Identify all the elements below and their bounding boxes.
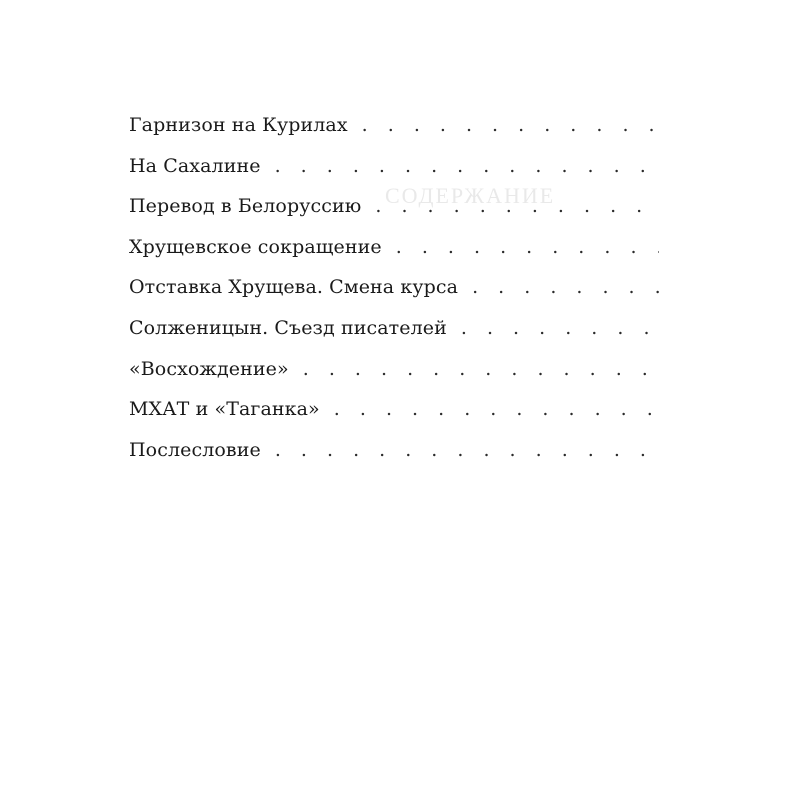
toc-entry-title: Отставка Хрущева. Смена курса — [129, 276, 459, 299]
toc-dot-leader — [275, 155, 659, 177]
toc-entry — [129, 358, 659, 399]
toc-entry — [129, 398, 659, 439]
toc-entry — [129, 114, 659, 155]
toc-entry — [129, 195, 659, 236]
toc-entry — [129, 236, 659, 277]
toc-dot-leader — [396, 236, 659, 258]
toc-entry-title: Солженицын. Съезд писателей — [129, 316, 447, 339]
toc-dot-leader — [275, 439, 659, 461]
toc-entry-title: Послесловие — [129, 438, 261, 461]
toc-entry-title: Гарнизон на Курилах — [129, 114, 348, 136]
toc-dot-leader — [472, 276, 659, 298]
toc-dot-leader — [303, 358, 659, 380]
table-of-contents — [129, 114, 659, 479]
toc-dot-leader — [375, 195, 659, 217]
bleed-through-heading: СОДЕРЖАНИЕ — [385, 183, 556, 208]
toc-entry-title: Перевод в Белоруссию — [129, 195, 362, 218]
toc-dot-leader — [362, 114, 659, 136]
toc-entry-title: Хрущевское сокращение — [129, 235, 382, 258]
toc-dot-leader — [461, 317, 659, 339]
toc-entry — [129, 276, 659, 317]
toc-entry-title: «Восхождение» — [129, 357, 289, 380]
toc-entry — [129, 439, 659, 480]
toc-entry-title: МХАТ и «Таганка» — [129, 398, 320, 421]
toc-entry — [129, 317, 659, 358]
toc-dot-leader — [334, 398, 659, 420]
toc-entry-title: На Сахалине — [129, 154, 261, 177]
toc-entry — [129, 155, 659, 196]
